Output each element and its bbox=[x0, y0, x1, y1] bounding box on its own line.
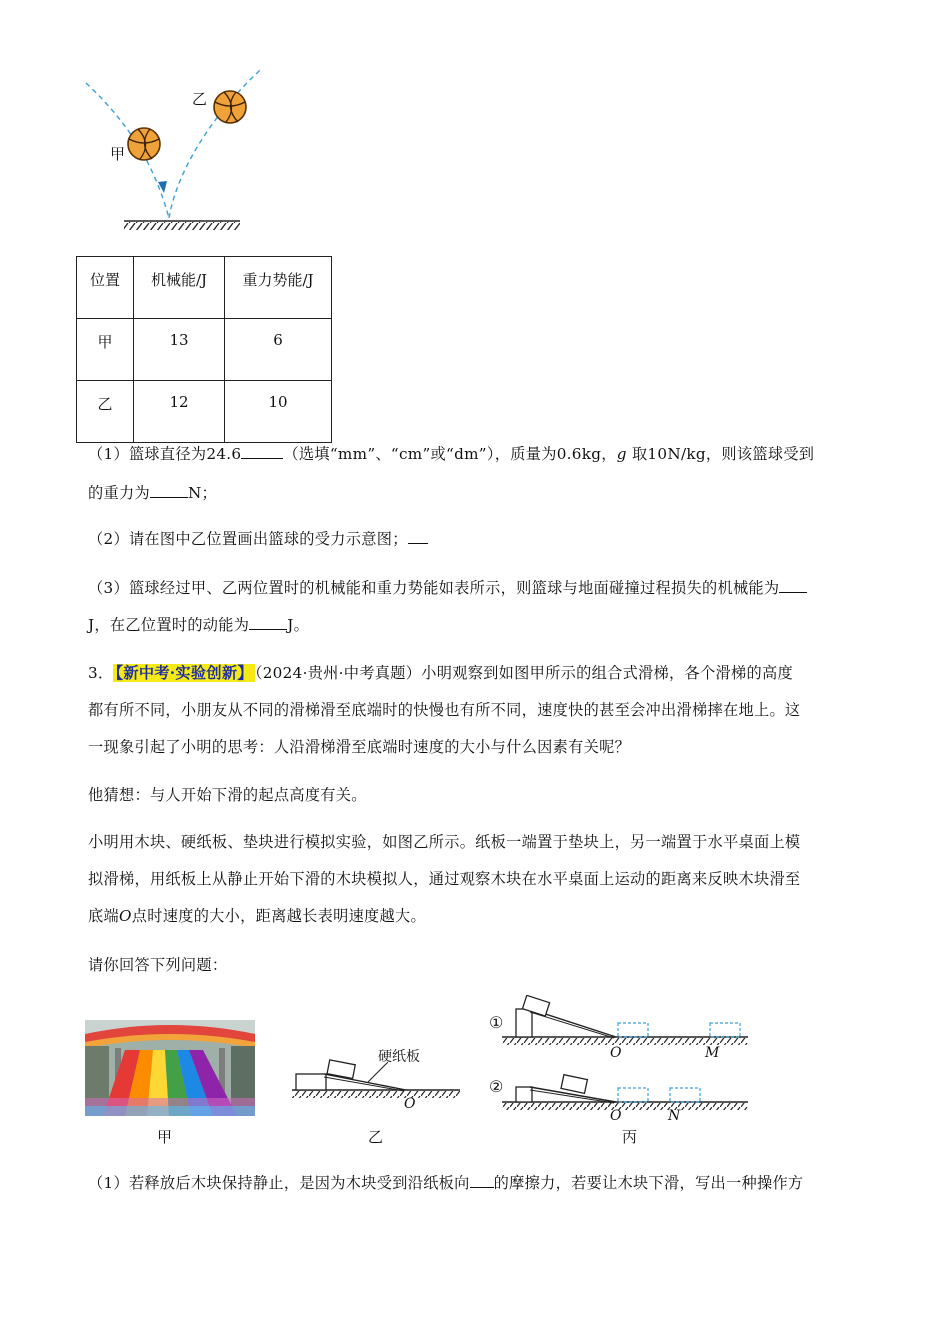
point-m-label: M bbox=[705, 1045, 720, 1061]
table-header-cell: 位置 bbox=[77, 257, 134, 319]
wooden-block-2 bbox=[561, 1075, 587, 1094]
problem-tag-badge: 【新中考·实验创新】 bbox=[115, 664, 253, 682]
answer-blank[interactable] bbox=[408, 529, 428, 544]
slide-photo-image bbox=[85, 1020, 255, 1116]
problem3-line2: 都有所不同，小朋友从不同的滑梯滑至底端时的快慢也有所不同，速度快的甚至会冲出滑梯摔在地上。这 bbox=[88, 701, 801, 719]
problem3-line1: 3． 【新中考·实验创新】 （2024·贵州·中考真题）小明观察到如图甲所示的组合式滑梯，各个滑梯的高度 bbox=[88, 664, 793, 682]
q3-line2: J，在乙位置时的动能为 J。 bbox=[88, 616, 310, 634]
table-cell: 6 bbox=[225, 319, 332, 381]
basketball-jia-icon bbox=[128, 128, 160, 160]
problem3-line4: 他猜想：与人开始下滑的起点高度有关。 bbox=[88, 786, 367, 804]
figure-caption-bing: 丙 bbox=[622, 1128, 638, 1146]
basketball-trajectory-figure bbox=[80, 55, 260, 235]
table-cell: 乙 bbox=[77, 381, 134, 443]
figure-caption-yi: 乙 bbox=[368, 1128, 384, 1146]
block-pad-2 bbox=[516, 1087, 532, 1102]
ground-hatch bbox=[124, 222, 240, 230]
table-cell: 甲 bbox=[77, 319, 134, 381]
block-pad bbox=[296, 1074, 326, 1090]
table-header-cell: 重力势能/J bbox=[225, 257, 332, 319]
point-o1-label: O bbox=[610, 1045, 622, 1061]
energy-table bbox=[76, 256, 332, 443]
table-row bbox=[77, 319, 332, 381]
answer-blank[interactable] bbox=[249, 615, 287, 630]
final-position-2a bbox=[618, 1088, 648, 1102]
cardboard-label: 硬纸板 bbox=[378, 1049, 420, 1065]
q3-line1: （3）篮球经过甲、乙两位置时的机械能和重力势能如表所示，则篮球与地面碰撞过程损失的机械能为 bbox=[88, 577, 807, 598]
table-row bbox=[77, 381, 332, 443]
table-cell: 10 bbox=[225, 381, 332, 443]
basketball-yi-icon bbox=[214, 91, 246, 123]
final-position-2b bbox=[670, 1088, 700, 1102]
cardboard-line bbox=[324, 1074, 406, 1090]
table-header-row bbox=[77, 257, 332, 319]
problem3-line6: 拟滑梯，用纸板上从静止开始下滑的木块模拟人，通过观察木块在水平桌面上运动的距离来反映木块滑至 bbox=[88, 870, 801, 888]
problem-number: 3． bbox=[88, 664, 114, 682]
q2-line: （2）请在图中乙位置画出篮球的受力示意图； bbox=[88, 528, 428, 549]
table-cell: 13 bbox=[134, 319, 225, 381]
problem3-line3: 一现象引起了小明的思考：人沿滑梯滑至底端时速度的大小与什么因素有关呢？ bbox=[88, 738, 631, 756]
setup-1-label: ① bbox=[489, 1013, 504, 1032]
answer-blank[interactable] bbox=[150, 483, 188, 498]
final-position-1b bbox=[710, 1023, 740, 1037]
final-position-1a bbox=[618, 1023, 648, 1037]
table-cell: 12 bbox=[134, 381, 225, 443]
point-o2-label: O bbox=[610, 1108, 622, 1124]
point-o-label: O bbox=[404, 1096, 416, 1112]
block-pad-1 bbox=[516, 1009, 532, 1037]
table-header-cell: 机械能/J bbox=[134, 257, 225, 319]
answer-blank[interactable] bbox=[470, 1173, 494, 1188]
answer-blank[interactable] bbox=[779, 578, 807, 593]
figure-caption-jia: 甲 bbox=[157, 1128, 173, 1146]
answer-blank[interactable] bbox=[241, 444, 283, 459]
q-last-line: （1）若释放后木块保持静止，是因为木块受到沿纸板向 的摩擦力，若要让木块下滑，写出一种操作方 bbox=[88, 1174, 804, 1192]
setup-2-label: ② bbox=[489, 1077, 504, 1096]
problem3-line5: 小明用木块、硬纸板、垫块进行模拟实验，如图乙所示。纸板一端置于垫块上，另一端置于水平桌面上模 bbox=[88, 833, 801, 851]
problem3-line7: 底端O点时速度的大小，距离越长表明速度越大。 bbox=[88, 907, 427, 925]
problem3-line8: 请你回答下列问题： bbox=[88, 956, 228, 974]
q1-line1: （1）篮球直径为24.6 （选填“mm”、“cm”或“dm”），质量为0.6kg，g 取10N/kg，则该篮球受到 bbox=[88, 445, 815, 463]
label-jia: 甲 bbox=[110, 145, 126, 163]
trajectory-path-up bbox=[169, 63, 260, 218]
point-n-label: N bbox=[668, 1108, 681, 1124]
q1-line2: 的重力为 N； bbox=[88, 484, 218, 502]
label-yi: 乙 bbox=[192, 90, 208, 108]
